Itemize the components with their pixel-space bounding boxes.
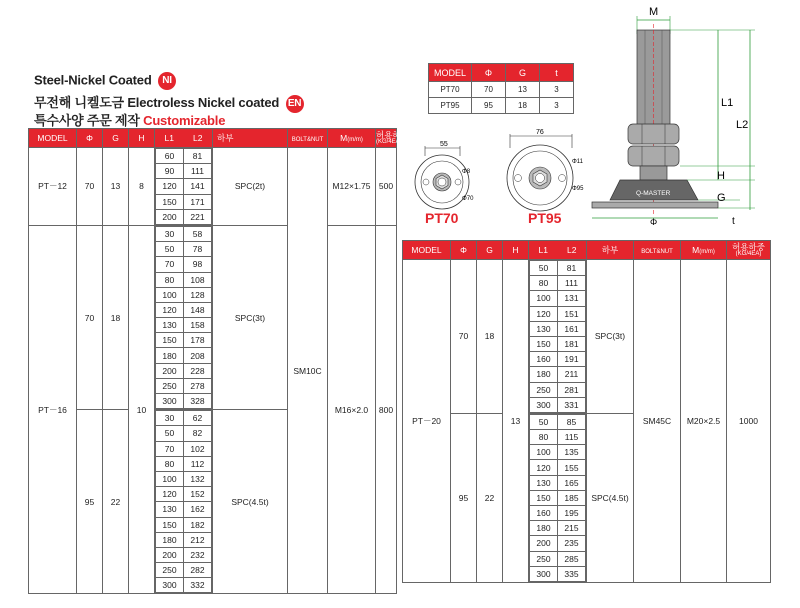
table-row [156, 547, 212, 562]
h-cell: 10 [129, 225, 155, 594]
table-row [530, 276, 586, 291]
model-cell: PT－12 [29, 148, 77, 226]
l2-cell: 85 [558, 414, 586, 429]
l1-l2-subtable [529, 260, 586, 413]
table-row [156, 363, 212, 378]
l1-cell: 300 [156, 578, 184, 593]
l1-cell: 160 [530, 352, 558, 367]
l1-cell: 100 [530, 291, 558, 306]
dim-g: G [717, 192, 726, 204]
l1-cell: 180 [530, 521, 558, 536]
pt70-label: PT70 [425, 210, 459, 226]
col-m-unit: (m/m) [699, 249, 715, 255]
l2-cell: 128 [184, 287, 212, 302]
col-bolt [288, 129, 328, 148]
pt95-hole-dim: Φ11 [572, 159, 584, 165]
table-row [530, 382, 586, 397]
model-cell: PT－16 [29, 225, 77, 594]
dim-m: M [649, 6, 659, 18]
col-g: G [477, 241, 503, 260]
l2-cell: 62 [184, 411, 212, 426]
title-line-1 [34, 72, 176, 90]
l2-cell: 112 [184, 456, 212, 471]
l2-cell: 161 [558, 321, 586, 336]
l2-cell: 115 [558, 430, 586, 445]
g-cell: 13 [103, 148, 129, 226]
l1-cell: 50 [156, 242, 184, 257]
l1-cell: 80 [156, 272, 184, 287]
title-customizable-en: Customizable [143, 113, 226, 128]
col-base-label: 하부 [217, 133, 234, 143]
l2-cell: 281 [558, 382, 586, 397]
l2-cell: 102 [184, 441, 212, 456]
col-load [376, 129, 409, 148]
table-row [530, 445, 586, 460]
table-row [29, 148, 397, 226]
l1-l2-group [155, 225, 213, 409]
leveling-foot-drawing [590, 0, 795, 230]
table-row [156, 532, 212, 547]
table-row [530, 352, 586, 367]
l2-cell: 132 [184, 471, 212, 486]
table-row [530, 321, 586, 336]
l2-cell: 335 [558, 566, 586, 581]
l1-cell: 100 [156, 471, 184, 486]
g-cell: 22 [103, 410, 129, 594]
pt95-label: PT95 [528, 210, 562, 226]
l1-cell: 180 [156, 532, 184, 547]
l2-cell: 221 [184, 209, 212, 224]
table-row [156, 226, 212, 241]
col-model: MODEL [429, 64, 472, 82]
g-cell: 22 [477, 413, 503, 582]
l1-cell: 300 [530, 397, 558, 412]
table-row [530, 460, 586, 475]
g-cell: 18 [103, 225, 129, 409]
l1-l2-subtable [155, 226, 212, 409]
table-row [156, 272, 212, 287]
load-cell: 500 [376, 148, 397, 226]
pt95-dia-dim: Φ95 [572, 186, 584, 192]
table-row [156, 257, 212, 272]
l1-cell: 250 [156, 378, 184, 393]
h-cell: 8 [129, 148, 155, 226]
table-row [156, 164, 212, 179]
l2-cell: 332 [184, 578, 212, 593]
table-row [530, 261, 586, 276]
l1-cell: 150 [156, 517, 184, 532]
base-spec-table [428, 63, 574, 114]
table-row [156, 194, 212, 209]
col-phi: Φ [472, 64, 506, 82]
col-bolt-label: BOLT&NUT [291, 137, 324, 143]
col-m-label: M [692, 245, 700, 255]
pt70-top-view [410, 140, 490, 215]
l1-l2-group [529, 260, 587, 414]
pt20-spec-table [402, 240, 771, 583]
l2-cell: 215 [558, 521, 586, 536]
col-m [681, 241, 727, 260]
l1-cell: 100 [156, 287, 184, 302]
l1-l2-subtable [529, 414, 586, 582]
col-load-label: 허용하중 [376, 130, 409, 140]
l2-cell: 285 [558, 551, 586, 566]
pt12-pt16-spec-table [28, 128, 409, 594]
table-row [530, 397, 586, 412]
table-row [156, 348, 212, 363]
cell: 3 [540, 82, 574, 98]
l1-cell: 130 [530, 321, 558, 336]
l1-l2-group [155, 410, 213, 594]
l2-cell: 98 [184, 257, 212, 272]
col-load [727, 241, 771, 260]
l2-cell: 155 [558, 460, 586, 475]
h-cell: 13 [503, 260, 529, 583]
table-row [156, 411, 212, 426]
col-model: MODEL [29, 129, 77, 148]
cell: 18 [506, 98, 540, 114]
l1-cell: 130 [156, 502, 184, 517]
col-load-label: 허용하중 [732, 242, 765, 252]
l2-cell: 162 [184, 502, 212, 517]
l1-cell: 200 [530, 536, 558, 551]
l1-l2-group [155, 148, 213, 226]
l1-cell: 250 [156, 563, 184, 578]
l2-cell: 58 [184, 226, 212, 241]
l2-cell: 81 [184, 149, 212, 164]
title-line-3 [34, 110, 225, 129]
table-row [156, 456, 212, 471]
dim-phi: Φ [650, 217, 658, 227]
l1-cell: 150 [156, 194, 184, 209]
phi-cell: 70 [451, 260, 477, 414]
table-row [530, 336, 586, 351]
cell: 13 [506, 82, 540, 98]
l2-cell: 158 [184, 318, 212, 333]
m-cell: M16×2.0 [328, 225, 376, 594]
l2-cell: 135 [558, 445, 586, 460]
l1-cell: 90 [156, 164, 184, 179]
col-bolt [634, 241, 681, 260]
table-row [29, 225, 397, 409]
table-row [429, 82, 574, 98]
l1-cell: 200 [156, 547, 184, 562]
l2-cell: 331 [558, 397, 586, 412]
l2-cell: 328 [184, 394, 212, 409]
ni-badge: NI [158, 72, 176, 90]
l1-l2-subtable [155, 148, 212, 225]
l1-cell: 120 [156, 302, 184, 317]
l2-cell: 165 [558, 475, 586, 490]
cell: PT95 [429, 98, 472, 114]
title-electroless: 무전해 니켈도금 Electroless Nickel coated [34, 95, 280, 110]
l1-cell: 180 [156, 348, 184, 363]
table-row [156, 394, 212, 409]
l1-cell: 120 [156, 179, 184, 194]
l2-cell: 191 [558, 352, 586, 367]
dim-l2: L2 [736, 119, 749, 131]
l1-cell: 150 [530, 336, 558, 351]
l1-cell: 130 [530, 475, 558, 490]
l1-cell: 130 [156, 318, 184, 333]
l2-cell: 148 [184, 302, 212, 317]
table-row [530, 536, 586, 551]
pt70-width-dim: 55 [440, 141, 448, 148]
l1-cell: 300 [530, 566, 558, 581]
col-l1-l2 [155, 129, 213, 148]
col-load-unit: (KG/4EA) [376, 139, 402, 145]
l2-cell: 182 [184, 517, 212, 532]
pt95-width-dim: 76 [536, 129, 544, 136]
l1-cell: 160 [530, 506, 558, 521]
table-row [156, 149, 212, 164]
table-row [530, 566, 586, 581]
l1-cell: 30 [156, 411, 184, 426]
phi-cell: 95 [77, 410, 103, 594]
brand-mark: Q-MASTER [636, 190, 671, 197]
l1-cell: 200 [156, 363, 184, 378]
bolt-cell: SM45C [634, 260, 681, 583]
en-badge: EN [286, 95, 304, 113]
l1-cell: 50 [530, 414, 558, 429]
l1-cell: 80 [530, 430, 558, 445]
l2-cell: 232 [184, 547, 212, 562]
table-row [156, 209, 212, 224]
bolt-cell: SM10C [288, 148, 328, 594]
table-row [530, 490, 586, 505]
m-cell: M20×2.5 [681, 260, 727, 583]
table-row [156, 242, 212, 257]
col-m-label: M [340, 133, 348, 143]
l1-cell: 200 [156, 209, 184, 224]
phi-cell: 70 [77, 148, 103, 226]
col-phi: Φ [451, 241, 477, 260]
l2-cell: 171 [184, 194, 212, 209]
l2-cell: 195 [558, 506, 586, 521]
l2-cell: 81 [558, 261, 586, 276]
model-cell: PT－20 [403, 260, 451, 583]
l2-cell: 211 [558, 367, 586, 382]
l2-cell: 235 [558, 536, 586, 551]
col-h: H [503, 241, 529, 260]
l1-cell: 180 [530, 367, 558, 382]
table-row [530, 506, 586, 521]
col-t: t [540, 64, 574, 82]
l1-cell: 70 [156, 441, 184, 456]
l1-cell: 120 [530, 306, 558, 321]
pt70-dia-dim: Φ70 [462, 196, 474, 202]
table-row [156, 302, 212, 317]
l2-cell: 178 [184, 333, 212, 348]
base-cell: SPC(3t) [213, 225, 288, 409]
title-customizable-ko: 특수사양 주문 제작 [34, 113, 140, 128]
l2-cell: 111 [184, 164, 212, 179]
cell: 70 [472, 82, 506, 98]
l2-cell: 151 [558, 306, 586, 321]
col-g: G [506, 64, 540, 82]
l2-cell: 185 [558, 490, 586, 505]
base-cell: SPC(4.5t) [587, 413, 634, 582]
table-row [403, 260, 771, 414]
col-bolt-label: BOLT&NUT [641, 249, 673, 255]
g-cell: 18 [477, 260, 503, 414]
col-base-label: 하부 [601, 245, 619, 255]
l2-cell: 82 [184, 426, 212, 441]
load-cell: 1000 [727, 260, 771, 583]
cell: 95 [472, 98, 506, 114]
dim-l1: L1 [721, 97, 734, 109]
m-cell: M12×1.75 [328, 148, 376, 226]
table-row [530, 521, 586, 536]
l2-cell: 111 [558, 276, 586, 291]
l2-cell: 131 [558, 291, 586, 306]
l1-cell: 250 [530, 382, 558, 397]
cell: PT70 [429, 82, 472, 98]
l2-cell: 278 [184, 378, 212, 393]
l1-cell: 100 [530, 445, 558, 460]
base-cell: SPC(4.5t) [213, 410, 288, 594]
dim-t: t [732, 216, 735, 227]
table-row [156, 318, 212, 333]
l1-cell: 150 [530, 490, 558, 505]
l2-cell: 212 [184, 532, 212, 547]
col-model: MODEL [403, 241, 451, 260]
l1-cell: 30 [156, 226, 184, 241]
title-steel-nickel: Steel-Nickel Coated [34, 72, 152, 88]
col-g: G [103, 129, 129, 148]
table-row [156, 333, 212, 348]
table-row [156, 578, 212, 593]
l1-l2-group [529, 413, 587, 582]
l1-cell: 250 [530, 551, 558, 566]
table-row [530, 291, 586, 306]
l1-cell: 80 [530, 276, 558, 291]
col-m-unit: (m/m) [347, 137, 363, 143]
l2-cell: 181 [558, 336, 586, 351]
col-l1-l2 [529, 241, 587, 260]
pt70-hole-dim: Φ8 [462, 169, 471, 175]
table-row [530, 475, 586, 490]
table-row [156, 287, 212, 302]
dim-h: H [717, 170, 725, 182]
base-cell: SPC(2t) [213, 148, 288, 226]
col-l2: L2 [193, 133, 203, 143]
table-row [156, 179, 212, 194]
l2-cell: 152 [184, 487, 212, 502]
load-cell: 800 [376, 225, 397, 594]
base-cell: SPC(3t) [587, 260, 634, 414]
table-row [530, 430, 586, 445]
l2-cell: 208 [184, 348, 212, 363]
col-h: H [129, 129, 155, 148]
l1-l2-subtable [155, 410, 212, 593]
l1-cell: 120 [530, 460, 558, 475]
table-row [530, 306, 586, 321]
l1-cell: 50 [156, 426, 184, 441]
l1-cell: 150 [156, 333, 184, 348]
table-row [156, 426, 212, 441]
table-row [156, 563, 212, 578]
col-l2: L2 [567, 245, 577, 255]
table-row [530, 367, 586, 382]
table-row [156, 471, 212, 486]
table-row [156, 441, 212, 456]
l1-cell: 60 [156, 149, 184, 164]
l1-cell: 70 [156, 257, 184, 272]
table-row [530, 414, 586, 429]
l1-cell: 80 [156, 456, 184, 471]
col-l1: L1 [538, 245, 548, 255]
phi-cell: 95 [451, 413, 477, 582]
table-row [530, 551, 586, 566]
col-load-unit: (KG/4EA) [735, 251, 762, 257]
l2-cell: 141 [184, 179, 212, 194]
l1-cell: 50 [530, 261, 558, 276]
pt95-top-view [500, 128, 595, 213]
l2-cell: 78 [184, 242, 212, 257]
col-l1: L1 [164, 133, 174, 143]
table-row [156, 517, 212, 532]
l1-cell: 120 [156, 487, 184, 502]
table-row [156, 378, 212, 393]
l1-cell: 300 [156, 394, 184, 409]
col-base [587, 241, 634, 260]
l2-cell: 282 [184, 563, 212, 578]
l2-cell: 108 [184, 272, 212, 287]
cell: 3 [540, 98, 574, 114]
table-row [429, 98, 574, 114]
col-phi: Φ [77, 129, 103, 148]
phi-cell: 70 [77, 225, 103, 409]
col-base [213, 129, 288, 148]
table-row [156, 487, 212, 502]
table-row [156, 502, 212, 517]
col-m [328, 129, 376, 148]
l2-cell: 228 [184, 363, 212, 378]
